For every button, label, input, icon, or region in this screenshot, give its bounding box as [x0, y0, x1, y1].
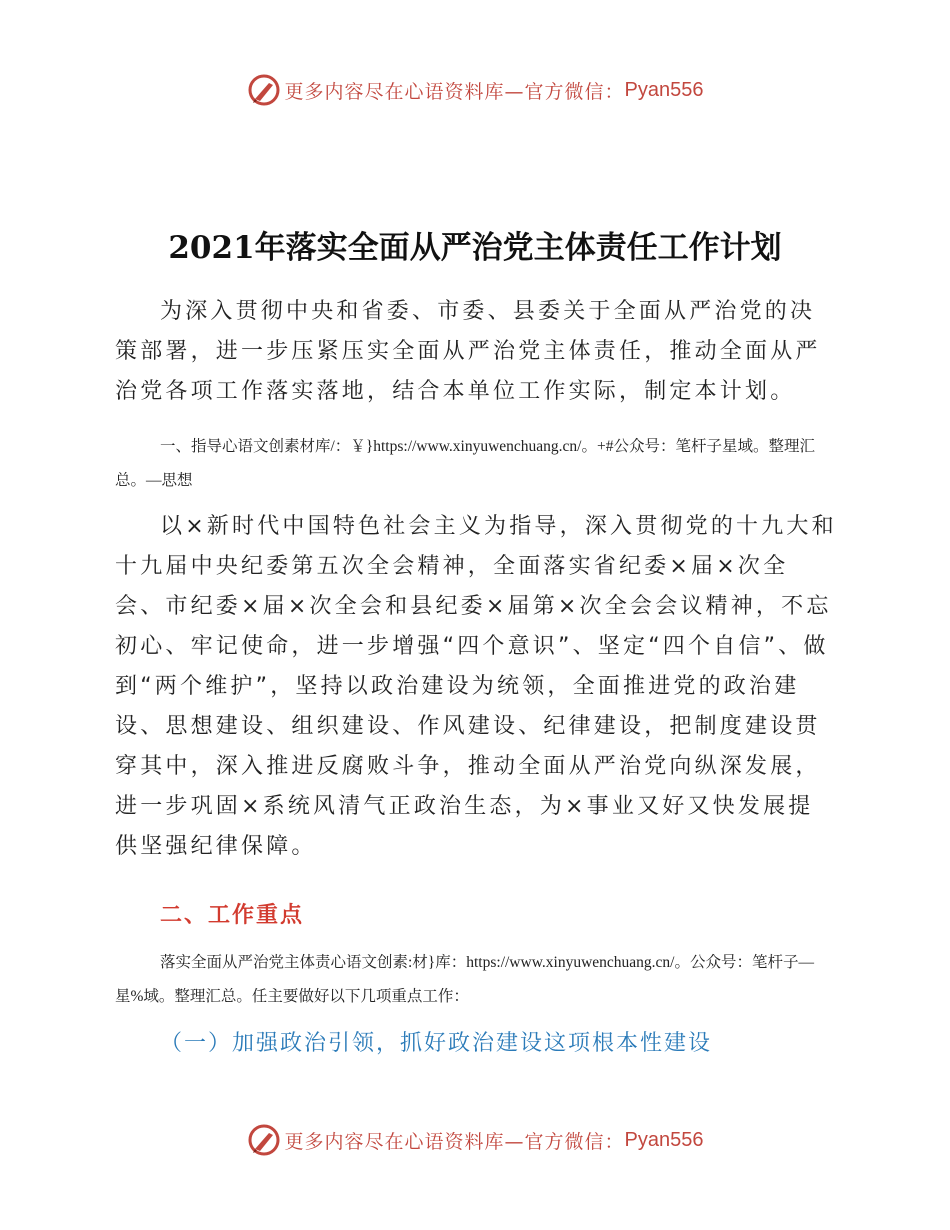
footer-banner-text: 更多内容尽在心语资料库—官方微信： — [284, 1130, 625, 1153]
pen-logo-icon — [247, 73, 281, 107]
section1-body-paragraph: 以×新时代中国特色社会主义为指导，深入贯彻党的十九大和十九届中央纪委第五次全会精神，全面落实省纪委×届×次全会、市纪委×届×次全会和县纪委×届第×次全会会议精神，不忘初心、牢记使命，进一步增强“四个意识”、坚定“四个自信”、做到“两个维护”，坚持以政治建设为统领，全面推进党的政治建设、思想建设、组织建设、作风建设、纪律建设，把制度建设贯穿其中，深入推进反腐败斗争，推动全面从严治党向纵深发展，进一步巩固×系统风清气正政治生态，为×事业又好又快发展提供坚强纪律保障。 — [115, 514, 837, 859]
header-wechat-id: Pyan556 — [624, 78, 704, 101]
header-banner-text: 更多内容尽在心语资料库—官方微信： — [284, 80, 625, 103]
pen-logo-icon — [247, 1123, 281, 1157]
section2-heading: 二、工作重点 — [160, 903, 305, 928]
footer-banner — [0, 1120, 950, 1160]
section2-body-paragraph: 落实全面从严治党主体责心语文创素:材}库：https://www.xinyuwenchuang.cn/。公众号：笔杆子—星%域。整理汇总。任主要做好以下几项重点工作： — [115, 954, 814, 1005]
subsection1-heading: （一）加强政治引领，抓好政治建设这项根本性建设 — [160, 1031, 713, 1056]
header-banner — [0, 70, 950, 110]
document-title: 2021年落实全面从严治党主体责任工作计划 — [168, 230, 782, 266]
footer-wechat-id: Pyan556 — [624, 1128, 704, 1151]
section1-heading-line: 一、指导心语文创素材库/：￥}https://www.xinyuwenchuang.cn/。+#公众号：笔杆子星域。整理汇总。—思想 — [115, 438, 815, 489]
intro-paragraph: 为深入贯彻中央和省委、市委、县委关于全面从严治党的决策部署，进一步压紧压实全面从严治党主体责任，推动全面从严治党各项工作落实落地，结合本单位工作实际，制定本计划。 — [115, 299, 821, 404]
